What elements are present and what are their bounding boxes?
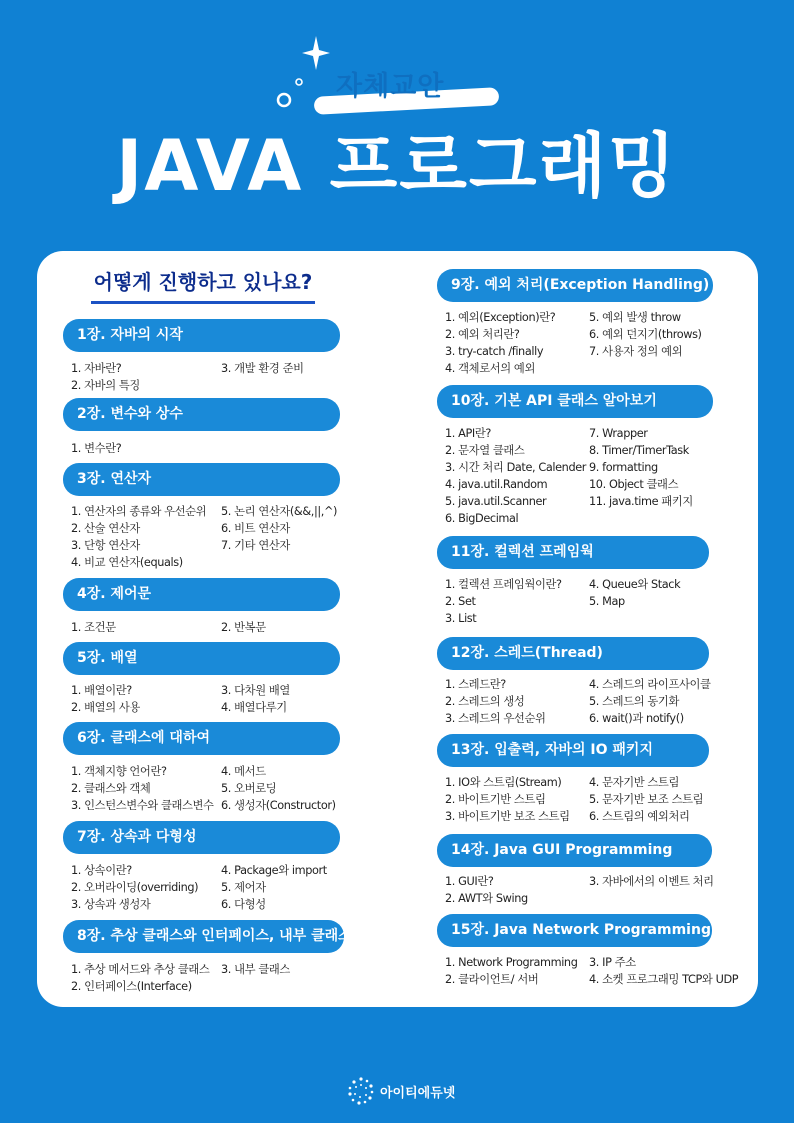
topic-item: 2. 예외 처리란? (445, 328, 520, 341)
topic-item: 2. 클래스와 객체 (71, 782, 151, 795)
sparkle-star-icon (302, 36, 330, 70)
topic-item: 5. java.util.Scanner (445, 495, 547, 508)
topic-item: 10. Object 클래스 (589, 478, 679, 491)
topic-item: 3. 시간 처리 Date, Calender (445, 461, 587, 474)
topic-item: 4. Package와 import (221, 864, 327, 877)
topic-item: 2. 산술 연산자 (71, 522, 140, 535)
topics-column-left (71, 763, 214, 814)
topic-item: 7. 기타 연산자 (221, 539, 290, 552)
topic-item: 3. IP 주소 (589, 956, 636, 969)
topic-item: 4. 배열다루기 (221, 701, 287, 714)
topic-item: 2. 클라이언트/ 서버 (445, 973, 539, 986)
chapter-2-title: 2장. 변수와 상수 (63, 398, 340, 431)
topic-item: 2. Set (445, 595, 476, 608)
topic-item: 4. java.util.Random (445, 478, 548, 491)
topics-column-right (589, 676, 711, 727)
topics-column-right (589, 425, 693, 510)
chapter-13-title: 13장. 입출력, 자바의 IO 패키지 (437, 734, 709, 767)
topic-item: 9. formatting (589, 461, 658, 474)
topic-item: 5. 오버로딩 (221, 782, 277, 795)
topics-column-right (589, 873, 714, 890)
topic-item: 5. Map (589, 595, 625, 608)
topic-item: 2. 자바의 특징 (71, 379, 140, 392)
logo (346, 1074, 455, 1108)
topic-item: 2. 반복문 (221, 621, 266, 634)
topic-item: 3. 자바에서의 이벤트 처리 (589, 875, 714, 888)
topic-item: 5. 문자기반 보조 스트림 (589, 793, 704, 806)
topics-column-left (445, 676, 545, 727)
topic-item: 2. AWT와 Swing (445, 892, 528, 905)
topic-item: 3. 상속과 생성자 (71, 898, 151, 911)
topics-column-right (221, 619, 266, 636)
topic-item: 1. GUI란? (445, 875, 494, 888)
topics-column-right (589, 774, 703, 825)
topic-item: 7. 사용자 정의 예외 (589, 345, 683, 358)
topic-item: 6. 생성자(Constructor) (221, 799, 336, 812)
topic-item: 2. 스레드의 생성 (445, 695, 525, 708)
topic-item: 1. 객체지향 언어란? (71, 765, 167, 778)
topic-item: 1. IO와 스트림(Stream) (445, 776, 562, 789)
topics-column-left (445, 576, 562, 627)
chapter-9-title: 9장. 예외 처리(Exception Handling) (437, 269, 713, 302)
topics-column-right (221, 503, 337, 554)
topic-item: 5. 예외 발생 throw (589, 311, 681, 324)
logo-dots-icon (346, 1076, 376, 1106)
topic-item: 3. 바이트기반 보조 스트림 (445, 810, 570, 823)
topic-item: 5. 제어자 (221, 881, 266, 894)
topics-column-left (71, 440, 121, 457)
topics-column-left (445, 954, 577, 988)
page-title: JAVA 프로그래밍 (116, 125, 678, 207)
topic-item: 1. 컬렉션 프레임웍이란? (445, 578, 562, 591)
chapter-7-title: 7장. 상속과 다형성 (63, 821, 340, 854)
topic-item: 2. 인터페이스(Interface) (71, 980, 192, 993)
topic-item: 1. 변수란? (71, 442, 122, 455)
topics-column-left (445, 774, 570, 825)
topic-item: 4. 스레드의 라이프사이클 (589, 678, 711, 691)
topic-item: 6. 예외 던지기(throws) (589, 328, 702, 341)
topic-item: 6. 다형성 (221, 898, 266, 911)
topic-item: 4. 객체로서의 예외 (445, 362, 535, 375)
topic-item: 4. 소켓 프로그래밍 TCP와 UDP (589, 973, 739, 986)
topic-item: 3. 개발 환경 준비 (221, 362, 304, 375)
sparkle-circle-icon (276, 92, 292, 108)
topics-column-left (445, 873, 528, 907)
topic-item: 3. 단항 연산자 (71, 539, 140, 552)
chapter-12-title: 12장. 스레드(Thread) (437, 637, 709, 670)
topic-item: 1. 배열이란? (71, 684, 132, 697)
chapter-5-title: 5장. 배열 (63, 642, 340, 675)
topic-item: 3. 내부 클래스 (221, 963, 290, 976)
topic-item: 2. 배열의 사용 (71, 701, 140, 714)
topic-item: 1. API란? (445, 427, 491, 440)
topic-item: 3. 인스턴스변수와 클래스변수 (71, 799, 214, 812)
topics-column-right (221, 862, 327, 913)
chapter-14-title: 14장. Java GUI Programming (437, 834, 712, 867)
topics-column-right (221, 360, 304, 377)
topic-item: 4. 비교 연산자(equals) (71, 556, 183, 569)
topics-column-right (589, 576, 680, 610)
topics-column-left (71, 360, 140, 394)
topic-item: 11. java.time 패키지 (589, 495, 693, 508)
topics-column-left (71, 961, 209, 995)
topics-column-right (221, 682, 290, 716)
topic-item: 6. 스트림의 예외처리 (589, 810, 690, 823)
topic-item: 1. Network Programming (445, 956, 578, 969)
chapter-6-title: 6장. 클래스에 대하여 (63, 722, 340, 755)
topic-item: 3. List (445, 612, 477, 625)
topics-column-left (445, 425, 586, 527)
topic-item: 4. 메서드 (221, 765, 266, 778)
topic-item: 2. 오버라이딩(overriding) (71, 881, 199, 894)
topics-column-right (221, 763, 336, 814)
topic-item: 1. 스레드란? (445, 678, 506, 691)
topic-item: 3. 다차원 배열 (221, 684, 290, 697)
chapter-8-title: 8장. 추상 클래스와 인터페이스, 내부 클래스 (63, 920, 344, 953)
topic-item: 3. try-catch /finally (445, 345, 544, 358)
chapter-10-title: 10장. 기본 API 클래스 알아보기 (437, 385, 713, 418)
progress-title: 어떻게 진행하고 있나요? (91, 266, 315, 304)
topic-item: 8. Timer/TimerTask (589, 444, 689, 457)
logo-text: 아이티에듀넷 (380, 1085, 456, 1101)
topic-item: 1. 연산자의 종류와 우선순위 (71, 505, 207, 518)
topic-item: 4. 문자기반 스트림 (589, 776, 679, 789)
topic-item: 5. 논리 연산자(&&,||,^) (221, 505, 338, 518)
subtitle: 자체교안 (336, 71, 445, 102)
topics-column-right (589, 954, 738, 988)
chapter-4-title: 4장. 제어문 (63, 578, 340, 611)
chapter-3-title: 3장. 연산자 (63, 463, 340, 496)
topic-item: 1. 조건문 (71, 621, 116, 634)
chapter-15-title: 15장. Java Network Programming (437, 914, 712, 947)
topics-column-right (589, 309, 702, 360)
subtitle-banner (322, 66, 482, 110)
topic-item: 6. BigDecimal (445, 512, 519, 525)
topic-item: 2. 바이트기반 스트림 (445, 793, 546, 806)
chapter-1-title: 1장. 자바의 시작 (63, 319, 340, 352)
chapter-11-title: 11장. 컬렉션 프레임웍 (437, 536, 709, 569)
topic-item: 5. 스레드의 동기화 (589, 695, 679, 708)
topic-item: 1. 추상 메서드와 추상 클래스 (71, 963, 210, 976)
sparkle-dot-icon (295, 78, 303, 86)
topic-item: 1. 예외(Exception)란? (445, 311, 556, 324)
topics-column-left (71, 619, 116, 636)
topic-item: 1. 상속이란? (71, 864, 132, 877)
topic-item: 7. Wrapper (589, 427, 648, 440)
topic-item: 6. 비트 연산자 (221, 522, 290, 535)
topics-column-left (71, 503, 206, 571)
topic-item: 4. Queue와 Stack (589, 578, 681, 591)
topics-column-left (71, 862, 198, 913)
topics-column-left (445, 309, 555, 377)
topics-column-left (71, 682, 140, 716)
topic-item: 2. 문자열 클래스 (445, 444, 525, 457)
topic-item: 3. 스레드의 우선순위 (445, 712, 546, 725)
topic-item: 1. 자바란? (71, 362, 122, 375)
topic-item: 6. wait()과 notify() (589, 712, 684, 725)
topics-column-right (221, 961, 290, 978)
